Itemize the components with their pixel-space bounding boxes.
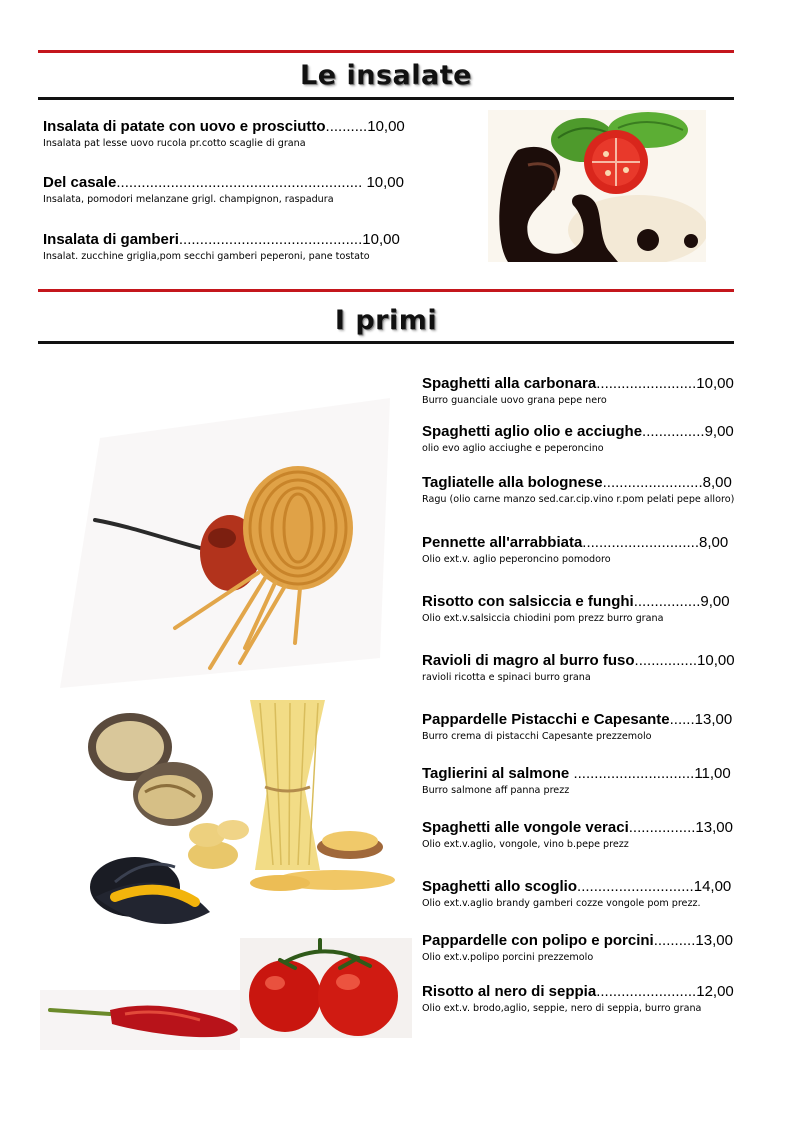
item-description: Ragu (olio carne manzo sed.car.cip.vino r.pom pelati pepe alloro) [422,494,735,505]
item-price: 14,00 [693,878,732,895]
section-divider-black [38,97,734,100]
item-name: Tagliatelle alla bolognese [422,474,603,491]
item-description: Burro guanciale uovo grana pepe nero [422,395,607,406]
item-description: Olio ext.v.salsiccia chiodini pom prezz burro grana [422,613,664,624]
item-leader: ............................. [569,765,695,782]
item-leader: ............................................ [178,231,363,248]
item-leader: ........................ [596,375,697,392]
item-leader: ................ [633,593,701,610]
item-description: Olio ext.v.polipo porcini prezzemolo [422,952,594,963]
item-name: Risotto al nero di seppia [422,983,597,1000]
item-leader: ........................ [602,474,703,491]
item-description: Insalata pat lesse uovo rucola pr.cotto scaglie di grana [43,138,306,149]
item-price: 10,00 [366,174,404,191]
item-name: Ravioli di magro al burro fuso [422,652,635,669]
menu-item [422,983,734,1015]
item-description: Olio ext.v.aglio brandy gamberi cozze vongole pom prezz. [422,898,701,909]
menu-item [422,819,733,851]
item-description: Insalata, pomodori melanzane grigl. champignon, raspadura [43,194,334,205]
item-leader: ........................................................... [116,174,367,191]
menu-item [422,878,731,910]
menu-item [422,593,730,625]
item-description: Olio ext.v.aglio, vongole, vino b.pepe prezz [422,839,629,850]
menu-item [422,932,733,964]
item-name: Spaghetti allo scoglio [422,878,578,895]
item-price: 13,00 [695,819,733,836]
item-price: 10,00 [367,118,405,135]
item-leader: ...... [669,711,695,728]
item-price: 13,00 [694,711,733,728]
item-price: 13,00 [695,932,733,949]
menu-item [422,765,731,797]
item-price: 11,00 [694,765,731,782]
item-name: Del casale [43,174,117,191]
item-description: Burro crema di pistacchi Capesante prezzemolo [422,731,652,742]
menu-item [422,711,732,743]
menu-item [43,174,404,206]
menu-item [422,423,734,455]
item-name: Spaghetti alla carbonara [422,375,597,392]
item-leader: ................ [628,819,696,836]
menu-item [43,118,405,150]
item-name: Risotto con salsiccia e funghi [422,593,634,610]
item-name: Pennette all'arrabbiata [422,534,583,551]
item-leader: ............... [642,423,705,440]
item-leader: .......... [325,118,368,135]
item-price: 9,00 [700,593,730,610]
item-leader: .......... [653,932,696,949]
item-name: Pappardelle con polipo e porcini [422,932,654,949]
item-price: 12,00 [696,983,734,1000]
section-divider-red [38,50,734,53]
section-title-primi: I primi [334,305,438,336]
item-leader: ........................ [596,983,697,1000]
menu-item [422,534,728,566]
item-name: Spaghetti aglio olio e acciughe [422,423,643,440]
item-price: 8,00 [702,474,732,491]
item-description: Insalat. zucchine griglia,pom secchi gamberi peperoni, pane tostato [43,251,370,262]
item-name: Insalata di patate con uovo e prosciutto [43,118,326,135]
menu-item [43,231,400,263]
dry-pasta-photo [185,695,410,895]
item-name: Spaghetti alle vongole veraci [422,819,629,836]
item-leader: ............................ [582,534,699,551]
item-description: ravioli ricotta e spinaci burro grana [422,672,591,683]
menu-item [422,474,734,506]
item-price: 8,00 [699,534,729,551]
item-name: Pappardelle Pistacchi e Capesante [422,711,670,728]
menu-item [422,652,735,684]
item-price: 10,00 [362,231,400,248]
item-price: 9,00 [704,423,734,440]
section-divider-red [38,289,734,292]
item-name: Insalata di gamberi [43,231,179,248]
item-price: 10,00 [697,652,735,669]
caprese-balsamic-photo [488,110,706,262]
item-leader: ............... [634,652,698,669]
item-description: Burro salmone aff panna prezz [422,785,570,796]
item-leader: ............................ [577,878,694,895]
menu-item [422,375,734,407]
spaghetti-fork-photo [60,398,390,688]
section-title-salads: Le insalate [300,60,472,91]
item-description: olio evo aglio acciughe e peperoncino [422,443,604,454]
item-description: Olio ext.v. brodo,aglio, seppie, nero di seppia, burro grana [422,1003,702,1014]
item-price: 10,00 [696,375,734,392]
section-divider-black [38,341,734,344]
chili-pepper-photo [40,990,240,1050]
tomatoes-photo [240,938,412,1038]
item-name: Taglierini al salmone [422,765,570,782]
item-description: Olio ext.v. aglio peperoncino pomodoro [422,554,611,565]
